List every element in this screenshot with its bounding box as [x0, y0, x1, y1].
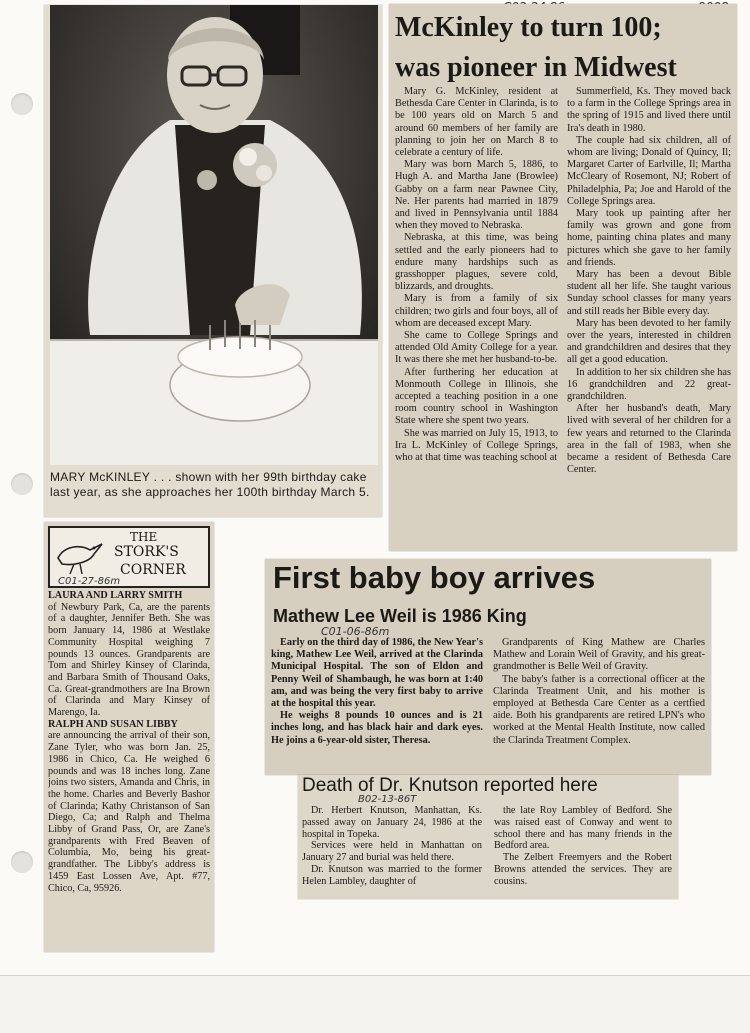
first-baby-subhead: Mathew Lee Weil is 1986 King: [273, 606, 527, 626]
handwritten-stork-code: C01-27-86m: [58, 576, 121, 587]
handwritten-baby-code: C01-06-86m: [321, 625, 390, 638]
binder-hole: [11, 93, 33, 115]
death-notice-column-1: [302, 805, 482, 897]
paragraph: Summerfield, Ks. They moved back to a farm in the College Springs area in the spring of 1915 and lived there until Ira's death in 1980.: [567, 86, 731, 134]
paragraph: Early on the third day of 1986, the New Year's king, Mathew Lee Weil, arrived at the Clarinda Municipal Hospital. The son of Eldon and Penny Weil of Shambaugh, he was born at 1:40 am, and was being the very first baby to arrive at the hospital this year.: [271, 637, 483, 710]
paragraph: the late Roy Lambley of Bedford. She was raised east of Conway and went to school there and has many friends in the Bedford area.: [494, 805, 672, 852]
death-notice-headline: Death of Dr. Knutson reported here: [302, 775, 598, 796]
paragraph: The baby's father is a correctional officer at the Clarinda Treatment Unit, and his mother is employed at Bethesda Care Center as a certfied aide. Both his grandparents are retired LPN's who worked at the Mental Health Institute, now called the Clarinda Treatment Complex.: [493, 673, 705, 746]
announcement-smith-text: of Newbury Park, Ca, are the parents of a daughter, Jennifer Beth. She was born January 14, 1986 at Westlake Community Hospital weighing 7 pounds 13 ounces. Grandparents are Tom and Shirley Kinsey of Clarinda, and Barbara Smith of Thousand Oaks, Ca. Great-grandmothers are Ina Brown of Clarinda and Mary Kinsey of Marengo, Ia.: [48, 601, 210, 719]
paragraph: The couple had six children, all of whom are living; Donald of Quincy, Il; Margaret Carter of Earlville, Il; Martha McCleary of Rosemont, NJ; Robert of Philadelphia, Pa; Joe and Harold of the College Springs area.: [567, 134, 731, 207]
logo-line-storks: STORK'S: [114, 544, 179, 560]
mckinley-headline-line2: was pioneer in Midwest: [395, 52, 677, 83]
paragraph: Dr. Knutson was married to the former Helen Lambley, daughter of: [302, 863, 482, 887]
paragraph: In addition to her six children she has 16 grandchildren and 22 great-grandchildren.: [567, 366, 731, 403]
paragraph: Services were held in Manhattan on January 27 and burial was held there.: [302, 840, 482, 864]
announcement-smith-name: LAURA AND LARRY SMITH: [48, 590, 183, 601]
paragraph: Mary G. McKinley, resident at Bethesda Care Center in Clarinda, is to be 100 years old on March 5 and around 60 members of her family are planning to join her on March 8 to celebrate a century of life.: [395, 86, 558, 159]
logo-line-corner: CORNER: [120, 562, 186, 578]
announcement-libby-name: RALPH AND SUSAN LIBBY: [48, 718, 178, 730]
paragraph: After furthering her education at Monmouth College in Illinois, she accepted a teaching position in a one room country school in Washington State where she spent two years.: [395, 366, 558, 427]
paragraph: Mary was born March 5, 1886, to Hugh A. and Martha Jane (Browlee) Gabby on a farm near Pawnee City, Ne. Her parents had married in 1879 and lived in Pennsylvania until 1884 when they moved to Nebraska.: [395, 159, 558, 232]
paragraph: He weighs 8 pounds 10 ounces and is 21 inches long, and has black hair and dark eyes. He joins a 6-year-old sister, Theresa.: [271, 710, 483, 746]
paragraph: Grandparents of King Mathew are Charles Mathew and Lorain Weil of Gravity, and his great-grandmother is Belle Weil of Gravity.: [493, 637, 705, 673]
announcement-libby-text: are announcing the arrival of their son, Zane Tyler, who was born Jan. 25, 1986 in Chico, Ca. He weighed 6 pounds and was 18 inches long. Zane joins two sisters, Amanda and Chris, in the home. Charles and Beverly Bashor of Clarinda; Kathy Christanson of San Diego, Ca; and Ralph and Thelma Libby of Grand Pass, Or, are Zane's grandparents with Fred Beaven of Columbia, Mo, being his great-grandfather. The Libby's address is 1459 East Lossen Ave, Apt. #77, Chico, Ca, 95926.: [48, 730, 210, 894]
first-baby-clipping: [265, 559, 711, 775]
first-baby-column-1: [271, 637, 483, 771]
paragraph: Mary has been devoted to her family over the years, interested in children and grandchildren and desires that they all get a good education.: [567, 317, 731, 366]
first-baby-column-2: [493, 637, 705, 771]
stork-icon: [54, 536, 106, 576]
paragraph: Nebraska, at this time, was being settled and the early pioneers had to endure many hardships such as grasshopper plagues, severe cold, blizzards, and droughts.: [395, 232, 558, 293]
mckinley-headline: [395, 8, 735, 88]
logo-line-the: THE: [130, 530, 158, 544]
storks-corner-clipping: [44, 522, 214, 952]
paragraph: Mary took up painting after her family was grown and gone from home, painting china plates and many pictures which she gave to her family and friends.: [567, 208, 731, 268]
paragraph: After her husband's death, Mary lived with several of her children for a few years and returned to the Clarinda area in the fall of 1983, when she became a resident of Bethesda Care Center.: [567, 403, 731, 476]
photo-mary-mckinley-with-cake: [50, 5, 378, 465]
mckinley-photo-clipping: [44, 5, 382, 517]
paragraph: Mary is from a family of six children; two girls and four boys, all of whom are deceased except Mary.: [395, 293, 558, 329]
mckinley-article-clipping: [389, 4, 737, 551]
paragraph: Mary has been a devout Bible student all her life. She taught various Sunday school classes for many years and still reads her Bible every day.: [567, 269, 731, 317]
death-notice-column-2: [494, 805, 672, 897]
mckinley-headline-line1: McKinley to turn 100;: [395, 12, 662, 43]
first-baby-headline: First baby boy arrives: [273, 560, 596, 595]
paragraph: She came to College Springs and attended Old Amity College for a year. It was there she met her husband-to-be.: [395, 330, 558, 366]
death-notice-clipping: [298, 775, 678, 899]
mckinley-column-1: [395, 86, 558, 548]
paragraph: The Zelbert Freemyers and the Robert Browns attended the services. They are cousins.: [494, 852, 672, 887]
stork-column: [48, 590, 210, 950]
binder-hole: [11, 473, 33, 495]
handwritten-death-code: B02-13-86T: [358, 794, 417, 805]
birthday-photo: [50, 5, 378, 465]
paragraph: She was married on July 15, 1913, to Ira L. McKinley of College Springs, who at that time was teaching school at: [395, 427, 558, 464]
binder-hole: [11, 851, 33, 873]
mckinley-column-2: [567, 86, 731, 548]
paragraph: Dr. Herbert Knutson, Manhattan, Ks. passed away on January 24, 1986 at the hospital in Topeka.: [302, 805, 482, 840]
photo-caption: MARY McKINLEY . . . shown with her 99th birthday cake last year, as she approaches her 100th birthday March 5.: [50, 470, 370, 499]
